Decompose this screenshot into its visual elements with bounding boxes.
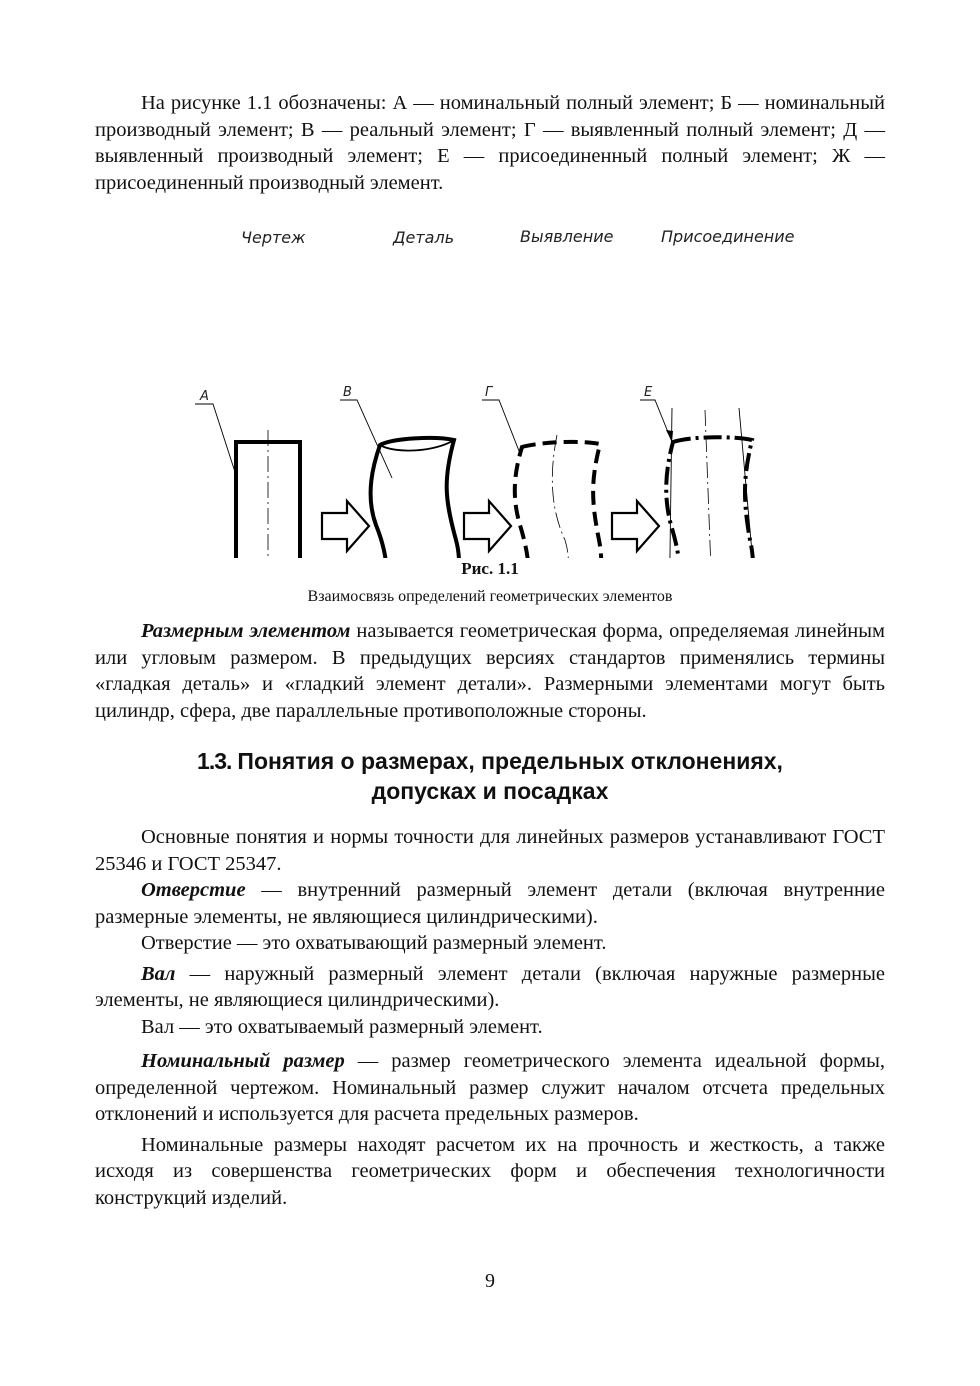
section-heading	[95, 746, 885, 806]
term-shaft: Вал	[141, 962, 176, 985]
page-number: 9	[485, 1270, 495, 1292]
letter-e: Е	[644, 385, 653, 400]
hole-paragraph-2: Отверстие — это охватывающий размерный элемент.	[141, 932, 607, 954]
attached-axis	[705, 410, 713, 558]
page-content	[95, 90, 885, 1211]
detected-axis	[552, 435, 568, 558]
section-number: 1.3.	[197, 748, 232, 774]
term-nominal: Номинальный размер	[141, 1050, 345, 1072]
arrow-1	[322, 501, 369, 551]
letter-v: В	[343, 385, 352, 400]
header-attachment: Присоединение	[661, 227, 795, 246]
real-part-shape	[371, 438, 460, 558]
leader-g	[482, 400, 521, 456]
leader-a	[195, 404, 235, 472]
shaft-paragraph	[95, 961, 885, 1014]
attached-line-right	[739, 408, 759, 558]
figure-caption: Взаимосвязь определений геометрических элементов	[307, 588, 673, 605]
figure-diagram	[95, 210, 885, 558]
intro-paragraph: На рисунке 1.1 обозначены: А — номинальный полный элемент; Б — номинальный производный элемент; В — реальный элемент; Г — выявленный полный элемент; Д — выявленный производный элемент; Е — присоединенный полный элемент; Ж — присоединенный производный элемент.	[95, 92, 885, 194]
size-element-paragraph	[95, 618, 885, 724]
arrow-3	[612, 501, 659, 551]
size-element-text: называется геометрическая форма, определяемая линейным или угловым размером. В предыдущих версиях стандартов применялись термины «гладкая деталь» и «гладкий элемент детали». Размерными элементами могут быть цилиндр, сфера, две параллельные противоположные стороны.	[95, 620, 886, 722]
figure-1-1	[95, 210, 885, 558]
leader-e	[640, 400, 672, 442]
nominal-paragraph-2: Номинальные размеры находят расчетом их на прочность и жесткость, а также исходя из совершенства геометрических форм и обеспечения технологичности конструкций изделий.	[95, 1133, 885, 1209]
shaft-paragraph-2: Вал — это охватываемый размерный элемент.	[141, 1015, 543, 1038]
term-hole: Отверстие	[141, 879, 246, 901]
detected-shape	[515, 442, 601, 558]
leader-e-arrowhead	[666, 430, 673, 442]
nominal-paragraph	[95, 1048, 885, 1128]
attached-shape	[666, 437, 753, 558]
hole-paragraph	[95, 877, 885, 930]
header-part: Деталь	[393, 228, 455, 247]
nominal-text: — размер геометрического элемента идеальной формы, определенной чертежом. Номинальный размер служит началом отсчета предельных отклонений и используется для расчета предельных размеров.	[95, 1050, 885, 1125]
letter-g: Г	[485, 385, 493, 400]
leader-v	[340, 400, 392, 478]
letter-a: А	[200, 389, 209, 404]
figure-number: Рис. 1.1	[461, 559, 519, 578]
hole-text: — внутренний размерный элемент детали (включая внутренние размерные элементы, не являющиеся цилиндрическими).	[95, 879, 885, 928]
gost-paragraph: Основные понятия и нормы точности для линейных размеров устанавливают ГОСТ 25346 и ГОСТ 25347.	[95, 826, 885, 875]
section-title-line1: Понятия о размерах, предельных отклонениях,	[237, 748, 783, 774]
header-detection: Выявление	[520, 227, 614, 246]
header-drawing: Чертеж	[241, 228, 306, 247]
section-title-line2: допусках и посадках	[371, 778, 609, 804]
arrow-2	[464, 501, 511, 551]
shaft-text: — наружный размерный элемент детали (включая наружные размерные элементы, не являющиеся цилиндрическими).	[95, 962, 885, 1011]
term-size-element: Размерным элементом	[141, 620, 351, 642]
